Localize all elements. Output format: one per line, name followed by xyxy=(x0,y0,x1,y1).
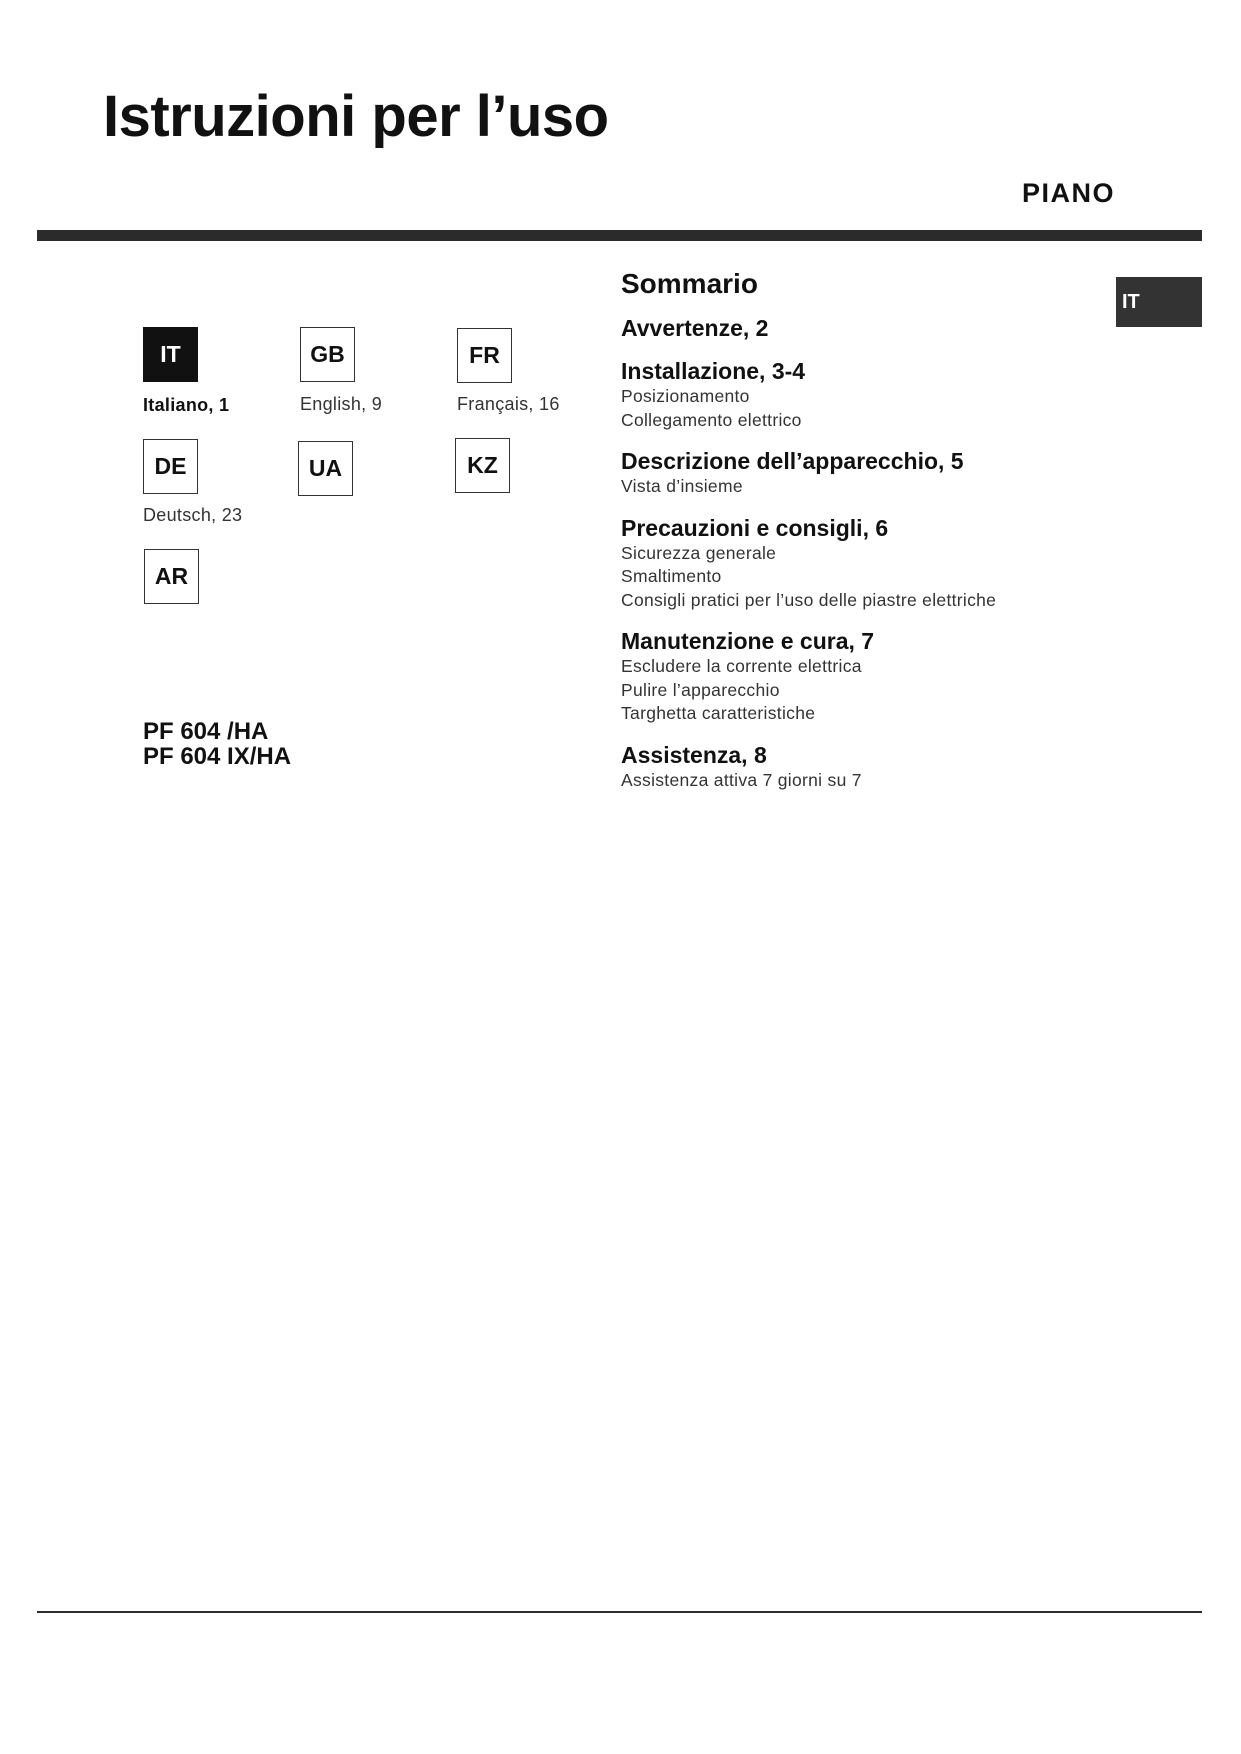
toc-item[interactable]: Vista d’insieme xyxy=(621,476,743,496)
language-side-tab: IT xyxy=(1116,277,1202,327)
language-label-it[interactable]: Italiano, 1 xyxy=(143,395,230,415)
toc-heading[interactable]: Precauzioni e consigli, 6 xyxy=(621,514,889,541)
toc-item[interactable]: Collegamento elettrico xyxy=(621,409,802,430)
bottom-divider xyxy=(37,1611,1202,1613)
toc-heading[interactable]: Manutenzione e cura, 7 xyxy=(621,628,875,654)
toc-heading[interactable]: Avvertenze, 2 xyxy=(621,315,769,341)
language-label-de[interactable]: Deutsch, 23 xyxy=(143,505,243,525)
language-box-gb[interactable]: GB xyxy=(300,327,355,382)
toc-section-descrizione xyxy=(621,447,1161,499)
toc-item[interactable]: Posizionamento xyxy=(621,386,750,406)
toc-title: Sommario xyxy=(621,268,758,299)
language-box-de[interactable]: DE xyxy=(143,439,198,494)
model-numbers xyxy=(143,719,291,769)
toc-item[interactable]: Escludere la corrente elettrica xyxy=(621,656,862,676)
toc-section-precauzioni xyxy=(621,514,1161,613)
model-number: PF 604 IX/HA xyxy=(143,743,292,770)
product-type: PIANO xyxy=(1022,178,1116,208)
toc-section-assistenza xyxy=(621,741,1161,793)
language-box-ua[interactable]: UA xyxy=(298,441,353,496)
toc-heading[interactable]: Assistenza, 8 xyxy=(621,741,767,768)
toc-item[interactable]: Pulire l’apparecchio xyxy=(621,679,780,700)
toc-item[interactable]: Targhetta caratteristiche xyxy=(621,703,816,723)
toc-heading[interactable]: Descrizione dell’apparecchio, 5 xyxy=(621,448,964,474)
language-box-ar[interactable]: AR xyxy=(144,549,199,604)
toc-section-manutenzione xyxy=(621,627,1161,726)
language-box-fr[interactable]: FR xyxy=(457,328,512,383)
top-divider xyxy=(37,230,1202,241)
language-box-it[interactable]: IT xyxy=(143,327,198,382)
toc-item[interactable]: Assistenza attiva 7 giorni su 7 xyxy=(621,769,862,790)
language-label-gb[interactable]: English, 9 xyxy=(300,394,383,414)
language-label-fr[interactable]: Français, 16 xyxy=(457,394,560,414)
toc-item[interactable]: Smaltimento xyxy=(621,566,722,586)
page-title: Istruzioni per l’uso xyxy=(103,84,609,149)
toc-item[interactable]: Sicurezza generale xyxy=(621,542,777,563)
table-of-contents xyxy=(621,268,1161,807)
language-box-kz[interactable]: KZ xyxy=(455,438,510,493)
toc-section-avvertenze xyxy=(621,314,1161,342)
model-number: PF 604 /HA xyxy=(143,718,269,745)
toc-item[interactable]: Consigli pratici per l’uso delle piastre elettriche xyxy=(621,589,997,610)
toc-section-installazione xyxy=(621,357,1161,432)
toc-heading[interactable]: Installazione, 3-4 xyxy=(621,358,806,384)
